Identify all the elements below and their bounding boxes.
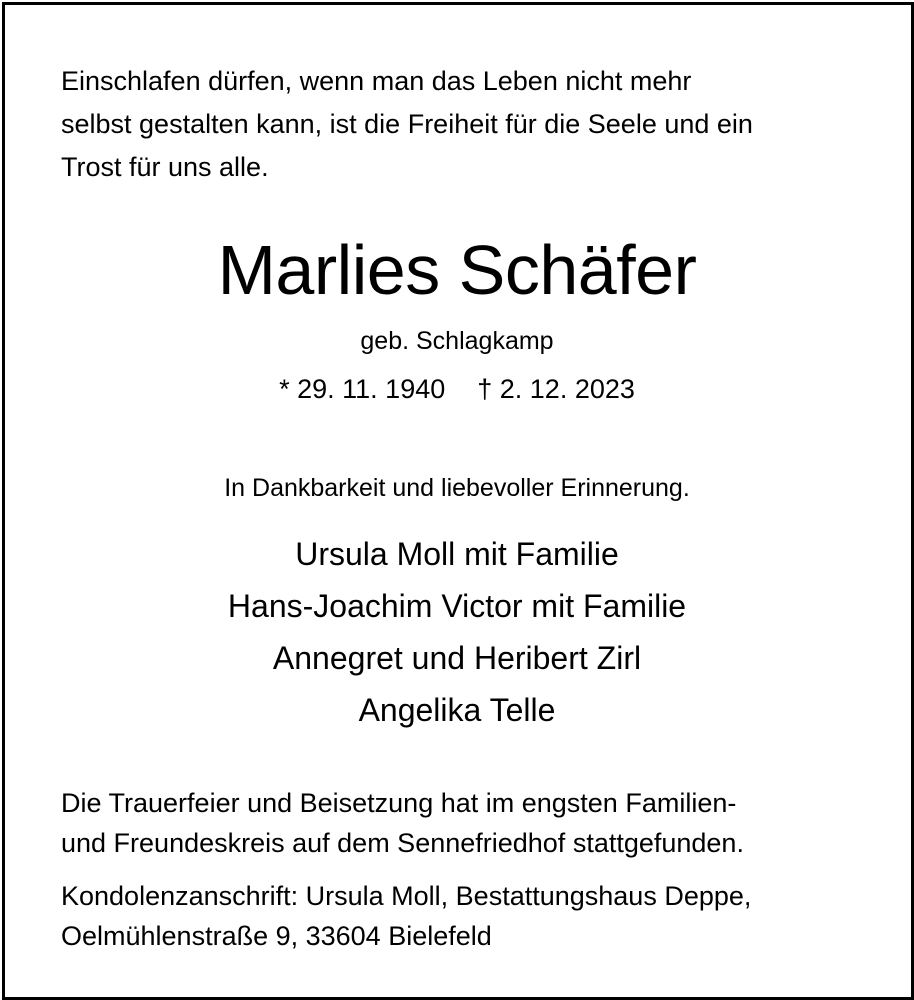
- address-line: Kondolenzanschrift: Ursula Moll, Bestattungshaus Deppe,: [61, 881, 752, 911]
- mourner-entry: Annegret und Heribert Zirl: [272, 640, 642, 676]
- funeral-info: [61, 783, 851, 863]
- deceased-name: Marlies Schäfer: [217, 231, 697, 309]
- motto-line: selbst gestalten kann, ist die Freiheit für die Seele und ein: [61, 109, 753, 139]
- motto-quote: [61, 60, 861, 189]
- life-dates: [0, 370, 914, 408]
- mourner-entry: Ursula Moll mit Familie: [295, 536, 619, 572]
- mourner-entry: Angelika Telle: [358, 692, 556, 728]
- address-line: Oelmühlenstraße 9, 33604 Bielefeld: [61, 921, 492, 951]
- thanks-line: In Dankbarkeit und liebevoller Erinnerung.: [224, 474, 690, 502]
- maiden-name: geb. Schlagkamp: [360, 327, 554, 355]
- birth-date: * 29. 11. 1940: [279, 374, 446, 404]
- death-date: † 2. 12. 2023: [477, 374, 635, 404]
- motto-line: Einschlafen dürfen, wenn man das Leben nicht mehr: [61, 66, 692, 96]
- funeral-line: und Freundeskreis auf dem Sennefriedhof stattgefunden.: [61, 828, 744, 858]
- mourner-entry: Hans-Joachim Victor mit Familie: [227, 588, 687, 624]
- mourners-list: [0, 528, 914, 736]
- funeral-line: Die Trauerfeier und Beisetzung hat im engsten Familien-: [61, 788, 737, 818]
- motto-line: Trost für uns alle.: [61, 152, 269, 182]
- condolence-address: [61, 876, 851, 956]
